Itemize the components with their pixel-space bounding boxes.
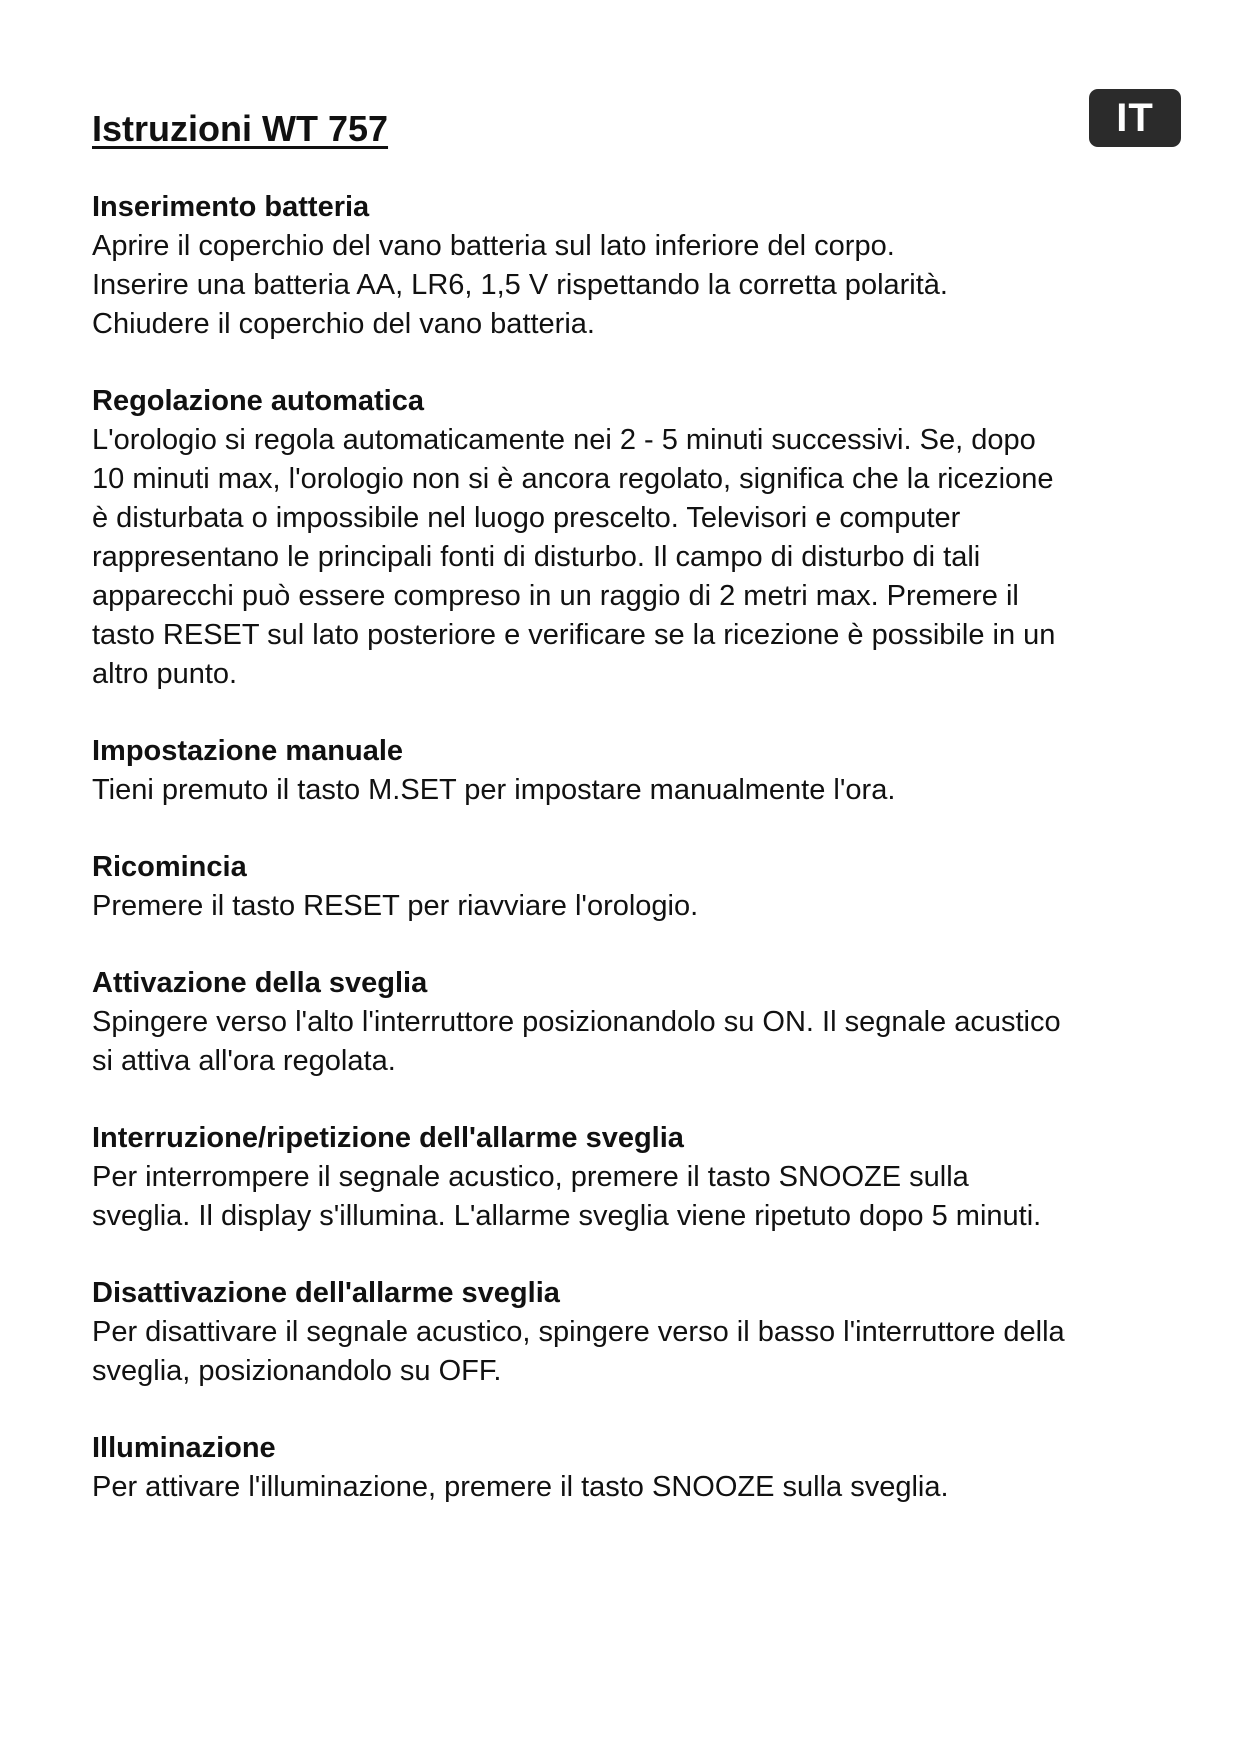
section-battery-insertion xyxy=(92,188,1172,344)
section-heading: Illuminazione xyxy=(92,1432,276,1464)
section-heading: Inserimento batteria xyxy=(92,191,370,223)
section-body: Premere il tasto RESET per riavviare l'orologio. xyxy=(92,890,699,922)
section-heading: Impostazione manuale xyxy=(92,735,404,767)
section-body: Per disattivare il segnale acustico, spingere verso il basso l'interruttore della sveglia, posizionandolo su OFF. xyxy=(92,1316,1065,1387)
section-body: Aprire il coperchio del vano batteria sul lato inferiore del corpo. Inserire una batteria AA, LR6, 1,5 V rispettando la corretta polarità. Chiudere il coperchio del vano batteria. xyxy=(92,230,948,340)
page-title: Istruzioni WT 757 xyxy=(92,108,389,149)
section-alarm-snooze xyxy=(92,1119,1172,1236)
section-body: Tieni premuto il tasto M.SET per impostare manualmente l'ora. xyxy=(92,774,896,806)
language-badge: IT xyxy=(1089,89,1181,147)
section-alarm-activation xyxy=(92,964,1172,1081)
section-body: Per attivare l'illuminazione, premere il tasto SNOOZE sulla sveglia. xyxy=(92,1471,949,1503)
section-body: L'orologio si regola automaticamente nei 2 - 5 minuti successivi. Se, dopo 10 minuti max, l'orologio non si è ancora regolato, significa che la ricezione è disturbata o impossibile nel luogo prescelto. Televisori e computer rappresentano le principali fonti di disturbo. Il campo di disturbo di tali apparecchi può essere compreso in un raggio di 2 metri max. Premere il tasto RESET sul lato posteriore e verificare se la ricezione è possibile in un altro punto. xyxy=(92,424,1056,690)
section-body: Per interrompere il segnale acustico, premere il tasto SNOOZE sulla sveglia. Il display s'illumina. L'allarme sveglia viene ripetuto dopo 5 minuti. xyxy=(92,1161,1042,1232)
document-page xyxy=(92,108,1172,1545)
section-illumination xyxy=(92,1429,1172,1507)
section-heading: Ricomincia xyxy=(92,851,247,883)
section-heading: Attivazione della sveglia xyxy=(92,967,428,999)
section-heading: Regolazione automatica xyxy=(92,385,424,417)
section-body: Spingere verso l'alto l'interruttore posizionandolo su ON. Il segnale acustico si attiva all'ora regolata. xyxy=(92,1006,1061,1077)
section-heading: Disattivazione dell'allarme sveglia xyxy=(92,1277,560,1309)
section-manual-setting xyxy=(92,732,1172,810)
section-alarm-deactivation xyxy=(92,1274,1172,1391)
section-restart xyxy=(92,848,1172,926)
section-automatic-setting xyxy=(92,382,1172,694)
section-heading: Interruzione/ripetizione dell'allarme sveglia xyxy=(92,1122,684,1154)
